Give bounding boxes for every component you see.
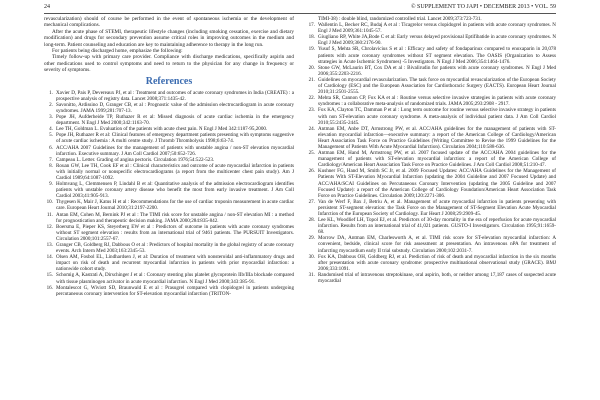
reference-text: Schomig A, Kastrati A, Dirschinger J et al : Coronary stenting plus platelet glycoprotein IIb/IIIa blockade compared with tissue plasminogen activator in acute myocardial infarction. N Engl J Med 2000;343:385-91. [56, 272, 294, 285]
reference-number: 25. [308, 150, 315, 157]
reference-number: 14. [46, 254, 53, 261]
reference-item [306, 34, 556, 46]
reference-text: Fox KA, Clayton TC, Damman P et al : Long term outcome for routine versus selective invasive strategy in patients with non ST-elevation acute coronary syndrome. A meta-analysis of individual patient data. J Am Coll Cardiol 2010;55:2435-2445. [318, 107, 556, 126]
reference-text: Stone GW, McLaurin BT, Cox DA et al : Bivalirudin for patients with acute coronary syndromes. N Engl J Med 2006;355:2203-2216. [318, 64, 556, 77]
reference-item [44, 132, 294, 144]
reference-number: 6. [49, 144, 53, 151]
reference-text: Granger CB, Goldberg RJ, Dabbous O et al : Predictors of hospital mortality in the global registry of acute coronary events. Arch Intern Med 2003;163:2345-53. [56, 242, 294, 255]
reference-item [306, 199, 556, 217]
reference-text: Holmvang L, Clemmensen P, Lindahl B et al: Quantitative analysis of the admission electrocardiogram identifies patients with unstable coronary artery disease who benefit the most from early invasive treatment. J Am Coll Cardiol 2003;41:905-913. [56, 181, 294, 200]
right-column [306, 16, 556, 396]
page-number: 24 [44, 4, 50, 10]
reference-item [306, 95, 556, 107]
body-paragraph: Timely follow-up with primary care provider. Compliance with discharge medications, specifically aspirin and other medications used to control symptoms and need to return to the physician for any change in frequency or severity of symptoms. [44, 54, 294, 74]
reference-text: Antan EM, Cohen M, Bernink PJ et al : The TIMI risk score for unstable angina / non-ST elevation MI : a method for prognostication and therapeutic decision making. JAMA 2000;284:835-842. [56, 211, 294, 224]
body-paragraph: For patients being discharged home, emphasize the following: [52, 48, 183, 55]
reference-text: Lee KL, Woodlief LH, Topol EJ, et al. Predictors of 30-day mortality in the era of reperfusion for acute myocardial infarction. Results from an international trial of 41,021 patients. GUSTO-I Investigators. Circulation 1995;91:1659-68. [318, 217, 556, 236]
reference-number: 29. [308, 235, 315, 242]
body-paragraph: After the acute phase of STEMI, therapeutic lifestyle changes (including smoking cessation, exercise and dietary modification) and drugs for secondary prevention assume critical roles in improving outcomes in the medium and long-term. Patient counseling and education are key to maintaining adherence to therapy in the long run. [44, 28, 294, 48]
reference-number: 19. [308, 46, 315, 53]
page-header [44, 4, 556, 13]
reference-item [306, 272, 556, 284]
reference-number: 30. [308, 253, 315, 260]
reference-number: 7. [49, 156, 53, 163]
reference-item [306, 126, 556, 150]
reference-text: Pope JH, Ruthazer R et al: Clinical features of emergency department patients presenting with symptoms suggestive of acute cardiac ischemia : A multi centre study. J Thromb Thrombolysis 1998;6:63-74. [56, 132, 294, 145]
reference-text: Kushner FG, Hand M, Smith SC Jr, et al. 2009 Focused Updates: ACC/AHA Guidelines for the Management of Patients With ST-Elevation Myocardial Infarction (updating the 2004 Guideline and 2007 Focused Update) and ACC/AHA/SCAI Guidelines on Percutaneous Coronary Intervention (updating the 2005 Guideline and 2007 Focused Update): a report of the American College of Cardiology Foundation/American Heart Association Task Force on Practice Guidelines. Circulation 2009;120:2271-306. [318, 168, 556, 199]
reference-item [44, 163, 294, 181]
reference-number: 16. [46, 284, 53, 291]
reference-text: Olsen AM, Fosbol EL, Lindhardsen J, et al: Duration of treatment with nonsteroidal anti-inflammatory drugs and impact on risk of death and recurrent myocardial infarction in patients with prior myocardial infarction: a nationwide cohort study. [56, 254, 294, 273]
reference-text: Pope JH, Aufderheide TP, Ruthazer R et al: Missed diagnosis of acute cardiac ischemia in the emergency department. N Engl J Med 2000;342:1163-70. [56, 114, 294, 127]
reference-number: 5. [49, 132, 53, 139]
reference-text: Yusuf S, Mehta SR, Chrolavicius S et al : Efficacy and safety of fondaparinux compared to enoxaparin in 20,078 patients with acute coronary syndromes without ST segment elevation. The OASIS (Organization to Assess strategies in Acute Ischemic Syndromes) -5 Investigators. N Engl J Med 2006;354:1464-1476. [318, 46, 556, 65]
references-heading: References [145, 75, 193, 87]
journal-citation: © SUPPLEMENT TO JAPI • DECEMBER 2013 • VOL. 59 [411, 4, 556, 10]
reference-item [44, 114, 294, 126]
reference-number: 23. [308, 107, 315, 114]
body-paragraph: revascularization) should of course be performed in the event of spontaneous ischemia or the development of mechanical complications. [44, 16, 294, 29]
reference-item [44, 254, 294, 272]
reference-item [44, 199, 294, 211]
reference-item [44, 212, 294, 224]
reference-text: Montalescot G, Wiviott SD, Braunwald E et al : Prasugrel compared with clopidogrel in patients undergoing percutaneous coronary intervention for ST-elevation myocardial infarction (TRITON- [56, 284, 294, 297]
reference-item [306, 46, 556, 64]
reference-text: Xavier D, Pais P, Devereaux PJ, et al : Treatment and outcomes of acute coronary syndromes in India (CREATE) : a prospective analysis of registry data. Lancet 2008;371:1435-42. [56, 89, 294, 102]
reference-text: Van de Werf F, Bax J, Betriu A, et al. Management of acute myocardial infarction in patients presenting with persistent ST-segment elevation: the Task Force on the Management of ST-Segment Elevation Acute Myocardial Infarction of the European Society of Cardiology. Eur Heart J 2008;29:2909-45. [318, 198, 556, 217]
reference-number: 11. [46, 211, 53, 218]
reference-text: Fox KA, Dabbous OH, Goldberg RJ, et al. Prediction of risk of death and myocardial infarction in the six months after presentation with acute coronary syndrome: prospective multinational observational study (GRACE). BMJ 2006;333:1091. [318, 253, 556, 272]
reference-text: Campeau L. Letter. Grading of angina pectoris. Circulation 1976;54:522-523. [56, 156, 215, 163]
reference-text: Randomised trial of intravenous streptokinase, oral aspirin, both, or neither among 17,187 cases of suspected acute myocardial [318, 271, 556, 285]
reference-item [306, 77, 556, 95]
reference-number: 20. [308, 64, 315, 71]
reference-text: Antman EM, Anbe DT, Armstrong PW, et al. ACC/AHA guidelines for the management of patients with ST-elevation myocardial infarction—executive summary: a report of the American College of Cardiology/American Heart Association Task Force on Practice Guidelines (Writing Committee to Revise the 1999 Guidelines for the Management of Patients With Acute Myocardial Infarction). Circulation 2004;110:588-636. [318, 125, 556, 150]
reference-text: Morrow DA, Antman EM, Charlesworth A, et al. TIMI risk score for ST-elevation myocardial infarction: A convenient, bedside, clinical score for risk assessment at presentation. An intravenous nPA for treatment of infarcting myocardium early II trial substudy. Circulation 2000;102:2031-7. [318, 235, 556, 254]
reference-number: 9. [49, 181, 53, 188]
reference-item [306, 235, 556, 253]
reference-item [44, 224, 294, 242]
reference-number: 15. [46, 272, 53, 279]
reference-list [44, 90, 294, 297]
reference-item [44, 285, 294, 297]
reference-item [306, 150, 556, 168]
reference-number: 24. [308, 125, 315, 132]
reference-list [306, 22, 556, 284]
reference-text: Guidelines on myocardial revascularization. The task force on myocardial revascularization of the European Society of Cardiology (ESC) and the European Association for Cardiothoracic Surgery (EACTS). European Heart Journal 2010;31:2501-2555. [318, 76, 556, 96]
reference-item [44, 242, 294, 254]
reference-number: 21. [308, 76, 315, 83]
reference-item [306, 254, 556, 272]
reference-number: 1. [49, 89, 53, 96]
reference-number: 2. [49, 101, 53, 108]
reference-number: 31. [308, 271, 315, 278]
reference-text: Savonitto, Ardissino D, Granger CB, et al : Prognostic value of the admission electrocardiogram in acute coronary syndromes. JAMA 1999;281:707-13. [56, 101, 294, 114]
reference-item [44, 272, 294, 284]
reference-item [44, 90, 294, 102]
reference-number: 27. [308, 198, 315, 205]
reference-text: Wallentin L, Becker RC, Budaj A et al : Ticagrelor versus clopidogrel in patients with acute coronary syndromes. N Engl J Med 2009;361:1045-57. [318, 22, 556, 35]
reference-text: Mehta SR, Cannon CP, Fox KA et al : Routine versus selective invasive strategies in patients with acute coronary syndromes : a collaborative meta-analysis of randomized trials. JAMA 2005;293:2908 - 2917. [318, 95, 556, 108]
reference-text: Antman EM, Hand M, Armstrong PW, et al. 2007 focused update of the ACC/AHA 2004 guidelines for the management of patients with ST-elevation myocardial infarction: a report of the American College of Cardiology/American Heart Association Task Force on Practice Guidelines. J Am Coll Cardiol 2008;51:210-47. [318, 150, 556, 169]
reference-number: 18. [308, 34, 315, 41]
reference-item [44, 145, 294, 157]
reference-number: 3. [49, 114, 53, 121]
reference-number: 4. [49, 126, 53, 133]
reference-number: 22. [308, 95, 315, 102]
left-column [44, 16, 294, 396]
reference-continuation: TIMI-38) : double blind, randomized controlled trial. Lancet 2009;373:723-731. [318, 16, 482, 22]
reference-item [44, 181, 294, 199]
reference-text: Giugliano RP, White JA,Bode C et al: Early versus delayed provisional Eptifibatide in acute coronary syndromes. N Engl J Med 2009;360:2176-90. [318, 34, 556, 47]
header-rule [44, 13, 556, 14]
reference-number: 28. [308, 217, 315, 224]
reference-text: ACC/AHA 2007 Guidelines for the management of patients with unstable angina / non-ST elevation myocardial infarction. Executive summary. J Am Coll Cardiol 2007;50:652-726. [56, 144, 294, 157]
reference-number: 26. [308, 168, 315, 175]
reference-item [306, 217, 556, 235]
reference-number: 12. [46, 223, 53, 230]
reference-number: 17. [308, 22, 315, 29]
reference-item [306, 168, 556, 198]
reference-item [306, 22, 556, 34]
reference-text: Rouan GW, Lee TH, Cook EF et al : Clinical characteristics and outcome of acute myocardial infarction in patients with initially normal or nonspecific electrocardiograms (a report from the multicenter chest pain study). Am J Cardiol 1989;64:1087-1092. [56, 162, 294, 181]
reference-text: Lee TH, Goldman L. Evaluation of the patients with acute chest pain. N Engl J Med 342:1187-95,2000. [56, 126, 268, 133]
reference-number: 10. [46, 199, 53, 206]
reference-text: Thygesen K, Mair J, Katus H et al : Recommendations for the use of cardiac troponin measurement in acute cardiac care. European Heart Journal 2010;31:2197-2200. [56, 199, 294, 212]
reference-number: 13. [46, 242, 53, 248]
reference-number: 8. [49, 162, 53, 169]
reference-text: Boersma E, Pieper KS, Steyerberg EW et al : Predictors of outcome in patients with acute coronary syndromes without ST segment elevation : results from an international trial of 9461 patients. The PURSUIT Investigators. Circulation 2000;101:2557-67. [56, 223, 294, 242]
reference-item [306, 65, 556, 77]
reference-item [44, 102, 294, 114]
reference-item [306, 107, 556, 125]
